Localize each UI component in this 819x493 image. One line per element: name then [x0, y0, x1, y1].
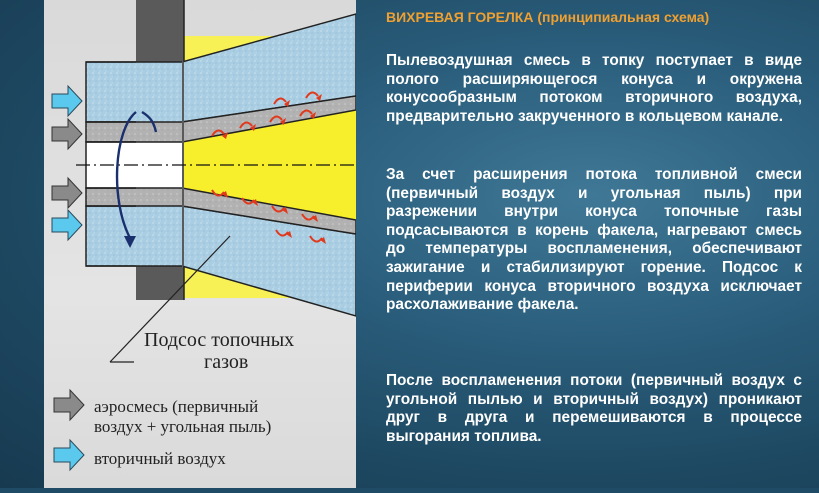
- suction-label-line1: Подсос топочных: [144, 329, 295, 351]
- slide-title: ВИХРЕВАЯ ГОРЕЛКА (принципиальная схема): [386, 9, 710, 25]
- burner-diagram: [44, 0, 356, 488]
- legend-secondary-line1: вторичный воздух: [94, 449, 226, 468]
- paragraph-1: Пылевоздушная смесь в топку поступает в виде полого расширяющегося конуса и окружена конусообразным потоком вторичного воздуха, предварительно закрученного в кольцевом канале.: [386, 52, 802, 125]
- paragraph-2: За счет расширения потока топливной смеси (первичный воздух и угольная пыль) при разрежении внутри конуса топочные газы подсасываются в корень факела, нагревают смесь до температуры воспламенения, обеспечивают зажигание и стабилизируют горение. Подсос к периферии конуса вторичного воздуха исключает расхолаживание факела.: [386, 166, 802, 314]
- legend-primary-line2: воздух + угольная пыль): [94, 417, 272, 436]
- legend-primary-line1: аэросмесь (первичный: [94, 397, 259, 416]
- suction-label-line2: газов: [204, 351, 249, 373]
- paragraph-3: После воспламенения потоки (первичный воздух с угольной пылью и вторичный воздух) проникают друг в друга и перемешиваются в процессе выгорания топлива.: [386, 372, 802, 445]
